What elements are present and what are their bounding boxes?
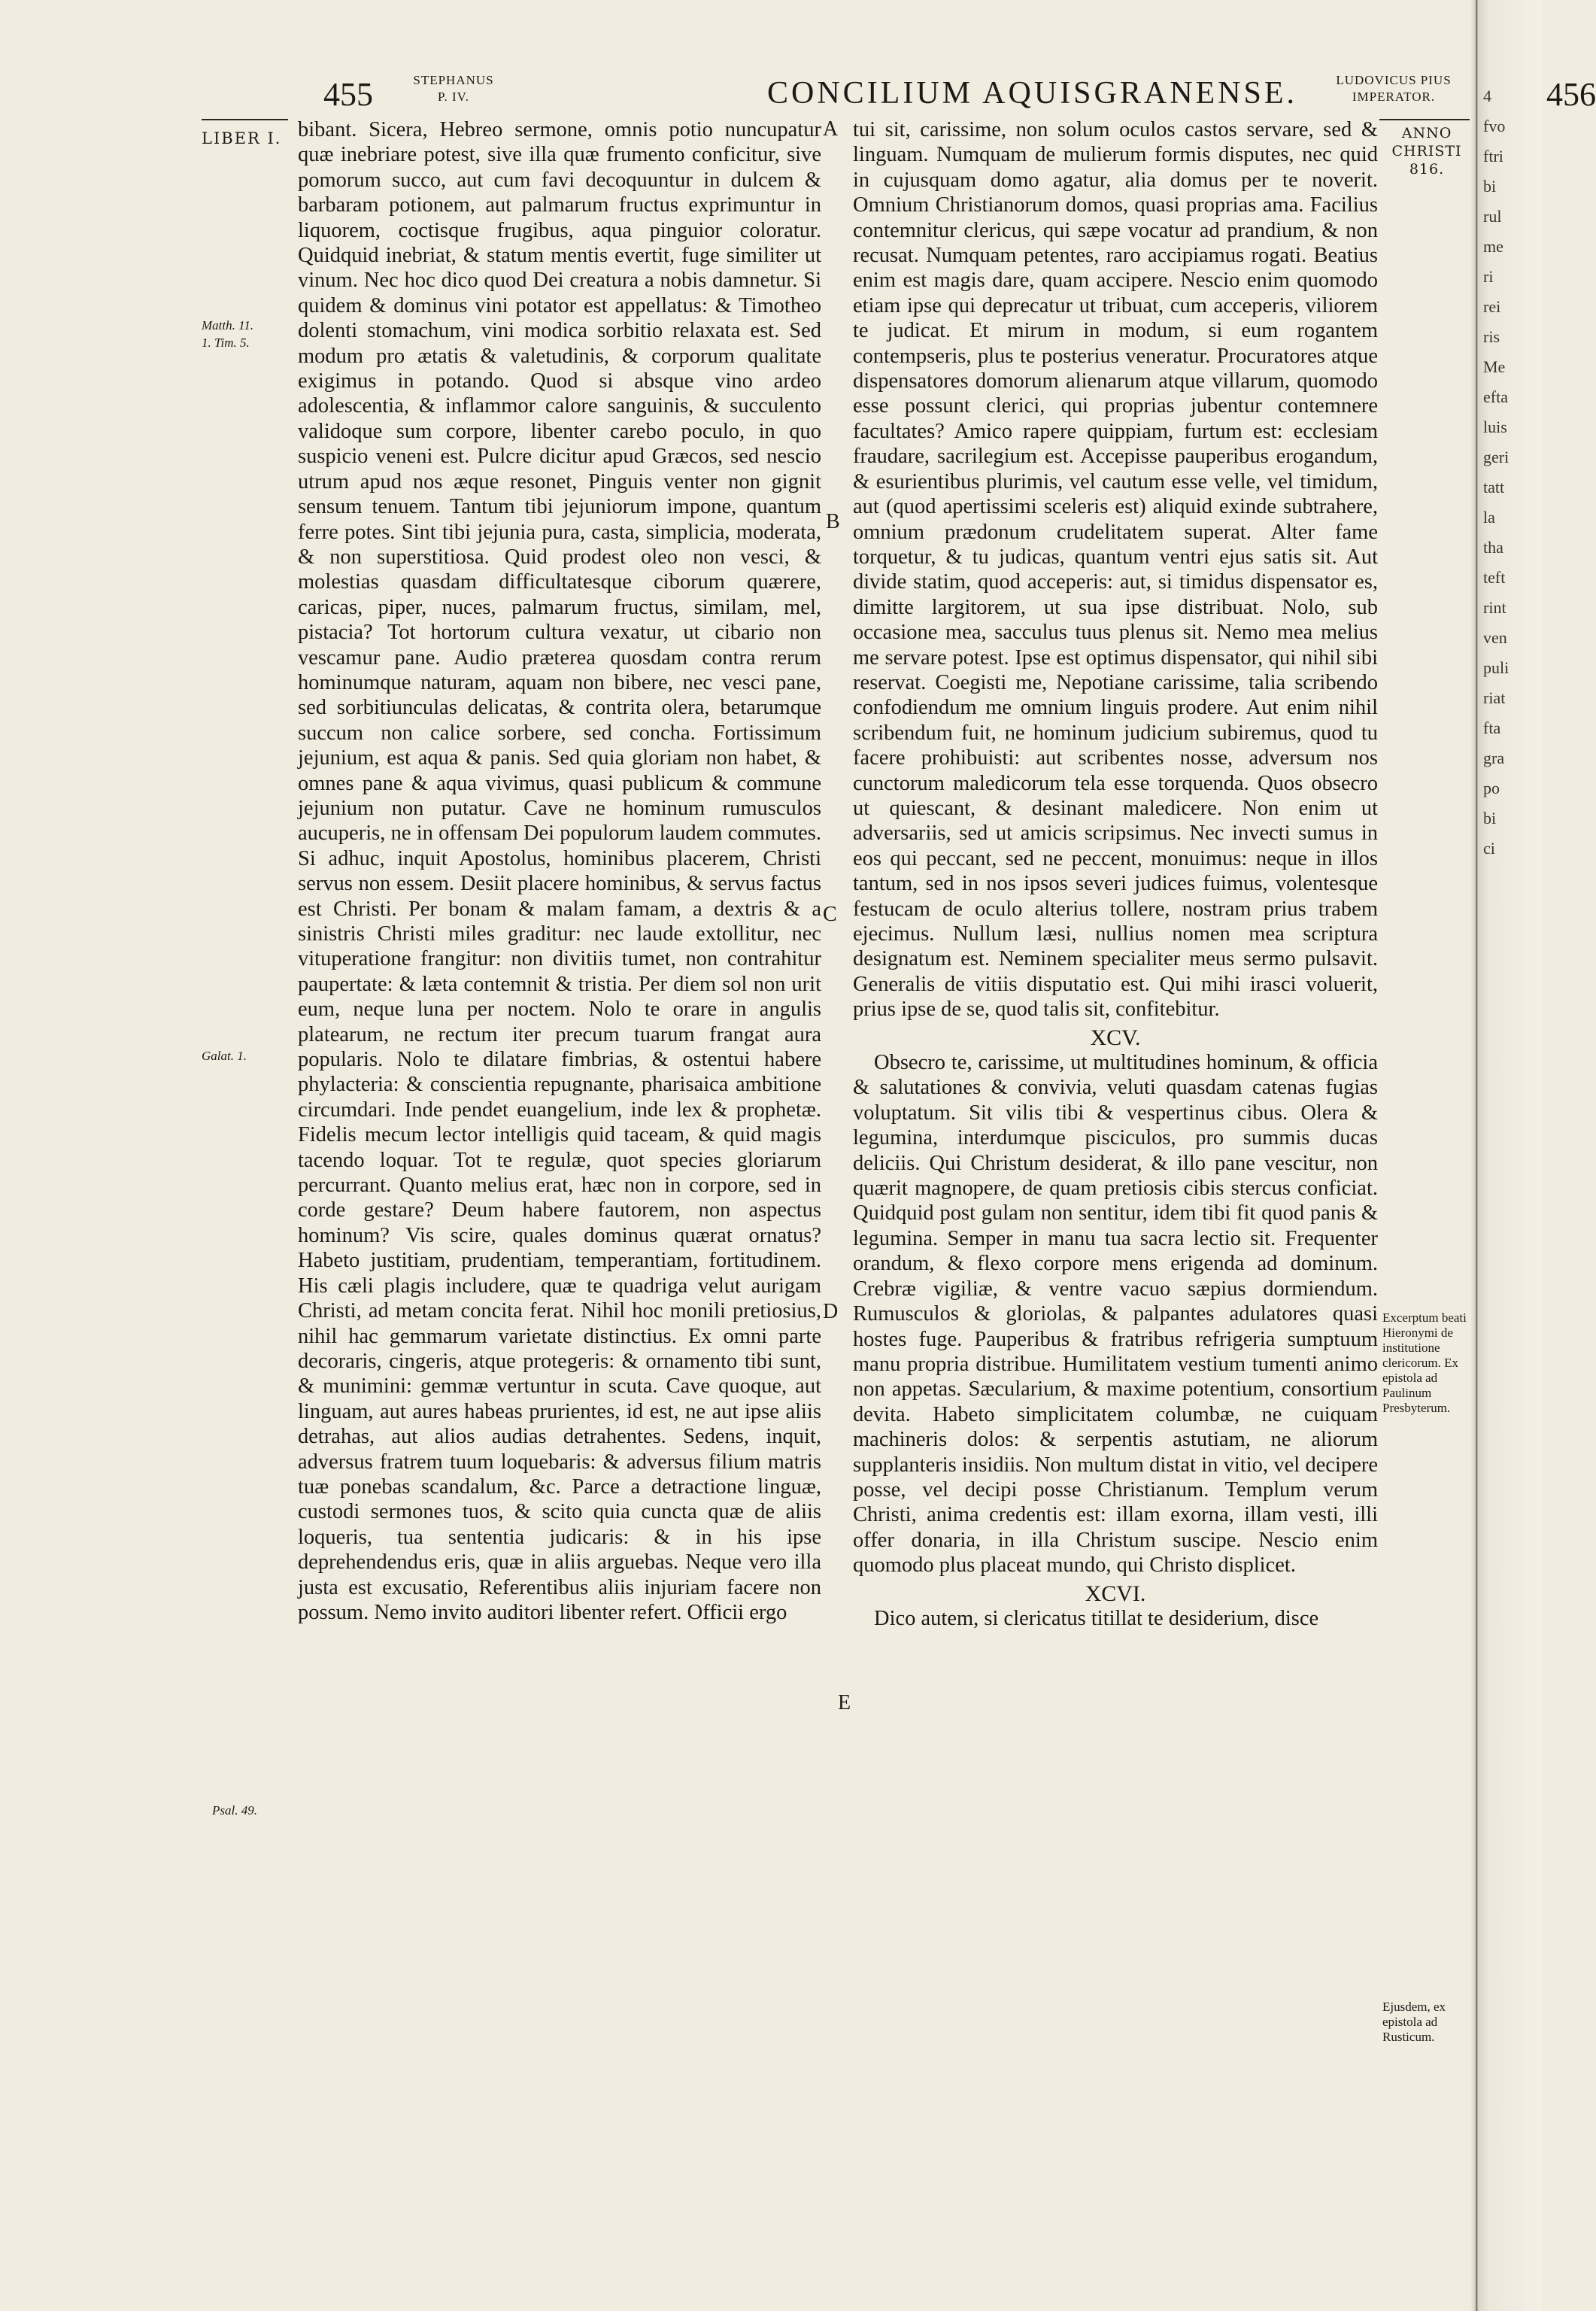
fragment: rint — [1483, 598, 1506, 617]
margin-ref-psal: Psal. 49. — [212, 1803, 257, 1818]
fragment: bi — [1483, 177, 1497, 196]
section-marker-e: E — [838, 1691, 851, 1714]
year-note: ANNO CHRISTI 816. — [1391, 125, 1462, 178]
fragment: tha — [1483, 538, 1503, 557]
left-column-text — [298, 117, 821, 1625]
page-number-left: 455 — [323, 76, 373, 113]
fragment: rul — [1483, 207, 1502, 226]
margin-ref-tim: 1. Tim. 5. — [202, 336, 250, 350]
section-marker-a: A — [823, 117, 839, 141]
fragment: tatt — [1483, 478, 1505, 497]
margin-note-xcv: Excerptum beati Hieronymi de institutione clericorum. Ex epistola ad Paulinum Presbyterum. — [1382, 1310, 1467, 1415]
fragment: efta — [1483, 387, 1508, 406]
section-number-xcv: XCV. — [1090, 1025, 1141, 1050]
right-paragraph-1: tui sit, carissime, non solum oculos castos servare, sed & linguam. Numquam de mulierum formis disputes, nec quid in cujusquam domo agatur, alia domus per te noverit. Omnium Christianorum domos, quasi proprias ama. Facilius contemnitur clericus, qui sæpe vocatur ad prandium, & non recusat. Numquam petentes, raro accipiamus rogati. Beatius enim est magis dare, quam accipere. Nescio enim quomodo etiam ipse qui deprecatur ut tribuat, cum acceperis, viliorem te judicat. Et mirum in modum, si eum rogantem contempseris, plus te posterius veneratur. Procuratores atque dispensatores domorum alienarum atque villarum, quomodo esse possunt clerici, qui proprias jubentur contemnere facultates? Amico rapere quippiam, furtum est: ecclesiam fraudare, sacrilegium est. Accepisse pauperibus erogandum, & esurientibus plurimis, vel cautum esse velle, vel timidum, aut (quod apertissimi sceleris est) aliquid exinde subtrahere, omnium prædonum crudelitatem superat. Alter fame torquetur, & tu judicas, quantum ventri ejus satis sit. Aut divide statim, quod acceperis: aut, si timidus dispensator es, dimitte largitorem, ut sua ipse distribuat. Nolo, sub occasione mea, sacculus tuus plenus sit. Nemo mea melius me servare potest. Ipse est optimus dispensator, qui nihil sibi reservat. Coegisti me, Nepotiane carissime, talia scribendo confodiendum me omnium linguis prodere. Aut enim nihil scribendum fuit, ne hominum judicium subiremus, quod tu facere prohibuisti: aut scribentes nosse, adversum nos cunctorum maledicorum tela esse torquenda. Quos obsecro ut quiescant, & desinant maledicere. Non enim ut adversariis, sed ut amicis scripsimus. Nec invecti sumus in eos qui peccant, sed ne peccent, monuimus: neque in illos tantum, sed in nos ipsos severi judices fuimus, volentesque festucam de oculo alterius tollere, nostram prius trabem ejecimus. Nullum læsi, nullius nomen mea scriptura designatum est. Neminem specialiter meus sermo pulsavit. Generalis de vitiis disputatio est. Qui mihi irasci voluerit, prius ipse de se, quod talis sit, confitebitur. — [853, 118, 1378, 1022]
fragment: teft — [1483, 568, 1506, 587]
header-rule-left — [202, 119, 288, 120]
right-paragraph-2: Obsecro te, carissime, ut multitudines hominum, & officia & salutationes & convivia, veluti quasdam catenas fugias voluptatum. Sit vilis tibi & vespertinus cibus. Olera & legumina, interdumque pisciculos, pro summis ducas deliciis. Qui Christum desiderat, & illo pane vescitur, non quærit magnopere, de quam pretiosis cibis stercus conficiat. Quidquid post gulam non sentitur, idem tibi fit quod panis & legumina. Semper in manu tua sacra lectio sit. Frequenter orandum, & flexo corpore mens erigenda ad dominum. Crebræ vigiliæ, & ventre vacuo sæpius dormiendum. Rumusculos & gloriolas, & palpantes adulatores quasi hostes fuge. Pauperibus & fratribus refrigeria sumptuum manu propria distribue. Humilitatem vestium tumenti animo non appetas. Sæcularium, & maxime potentium, consortium devita. Habeto simplicitatem columbæ, ne cuiquam machineris dolos: & serpentis astutiam, ne aliorum supplanteris insidiis. Non multum distat in vitio, vel decipere posse, vel decipi posse Christianum. Templum verum Christi, anima credentis est: illam exorna, illam vesti, illi offer donaria, in illa Christum suscipe. Nescio enim quomodo plus placeat mundo, qui Christo displicet. — [853, 1051, 1378, 1578]
fragment: geri — [1483, 448, 1510, 466]
section-marker-c: C — [823, 903, 837, 926]
page-number-right: 456 — [1546, 76, 1596, 113]
section-marker-d: D — [823, 1300, 839, 1323]
fragment: ci — [1483, 839, 1495, 858]
fragment: la — [1483, 508, 1495, 527]
fragment: fta — [1483, 718, 1501, 737]
running-head-left: STEPHANUS P. IV. — [413, 73, 494, 104]
page-fold-shadow — [1470, 0, 1478, 2311]
fragment: ftri — [1483, 147, 1503, 166]
left-paragraph: bibant. Sicera, Hebreo sermone, omnis potio nuncupatur quæ inebriare potest, sive illa quæ frumento conficitur, sive pomorum succo, aut cum favi decoquuntur in dulcem & barbaram potionem, aut palmarum fructus exprimuntur in liquorem, coctisque frugibus, aqua pinguior coloratur. Quidquid inebriat, & statum mentis evertit, fuge similiter ut vinum. Nec hoc dico quod Dei creatura a nobis damnetur. Si quidem & dominus vini potator est appellatus: & Timotheo dolenti stomachum, vini modica sorbitio relaxata est. Sed modum pro ætatis & valetudinis, & corporum qualitate exigimus in potando. Quod si absque vino ardeo adolescentia, & inflammor calore sanguinis, & succulento validoque sum corpore, libenter carebo poculo, in quo suspicio veneni est. Pulcre dicitur apud Græcos, sed nescio utrum apud nos æque resonet, Pinguis venter non gignit sensum tenuem. Tantum tibi jejuniorum impone, quantum ferre potes. Sint tibi jejunia pura, casta, simplicia, moderata, & non superstitiosa. Quid prodest oleo non vesci, & molestias quasdam difficultatesque ciborum quærere, caricas, piper, nuces, palmarum fructus, similam, mel, pistacia? Tot hortorum cultura vexatur, ut cibario non vescamur pane. Audio præterea quosdam contra rerum hominumque naturam, aquam non bibere, nec vesci pane, sed sorbitiunculas delicatas, & contrita olera, betarumque succum non calice sorbere, sed concha. Fortissimum jejunium, est aqua & panis. Sed quia gloriam non habet, & omnes pane & aqua vivimus, quasi publicum & commune jejunium non putatur. Cave ne hominum rumusculos aucuperis, ne in offensam Dei populorum laudem commutes. Si adhuc, inquit Apostolus, hominibus placerem, Christi servus non essem. Desiit placere hominibus, & servus factus est Christi. Per bonam & malam famam, a dextris & a sinistris Christi miles graditur: nec laude extollitur, nec vituperatione frangitur: non divitiis tumet, non contrahitur paupertate: & læta contemnit & tristia. Per diem sol non urit eum, neque luna per noctem. Nolo te orare in angulis platearum, ne rectum iter precum tuarum frangat aura popularis. Nolo te dilatare fimbrias, & ostentui habere phylacteria: & conscientia repugnante, pharisaica ambitione circumdari. Inde pendet euangelium, inde lex & prophetæ. Fidelis mecum lector intelligis quid taceam, & quid magis tacendo loquar. Tot te regulæ, quot species gloriarum percurrant. Quanto melius erat, hæc non in corpore, sed in corde gestare? Deum habere fautorem, non aspectus hominum? Vis scire, quales dominus quærat ornatus? Habeto justitiam, prudentiam, temperantiam, fortitudinem. His cæli plagis includere, quæ te quadriga velut aurigam Christi, ad metam concita ferat. Nihil hoc monili pretiosius, nihil hac gemmarum varietate distinctius. Ex omni parte decoraris, cingeris, atque protegeris: & ornamento tibi sunt, & munimini: gemmæ vertuntur in scuta. Cave quoque, aut linguam, aut aures habeas prurientes, id est, ne aut ipse aliis detrahas, aut alios audias detrahentes. Sedens, inquit, adversus fratrem tuum loquebaris: & adversus filium matris tuæ ponebas scandalum, &c. Parce a detractione linguæ, custodi sermones tuos, & scito quia cuncta quæ de aliis loqueris, tua sententia judicaris: & in his ipse deprehendendus eris, quæ in aliis arguebas. Neque vero illa justa est excusatio, Referentibus aliis injuriam facere non possum. Nemo invito auditori libenter refert. Officii ergo — [298, 118, 821, 1624]
fragment: riat — [1483, 688, 1506, 707]
book-label: LIBER I. — [202, 129, 282, 147]
running-head-right: LUDOVICUS PIUS IMPERATOR. — [1336, 73, 1452, 104]
page-title: CONCILIUM AQUISGRANENSE. — [767, 76, 1298, 111]
margin-ref-matth: Matth. 11. — [202, 318, 254, 333]
section-marker-b: B — [826, 510, 840, 533]
fragment: puli — [1483, 658, 1510, 677]
fragment: luis — [1483, 418, 1507, 436]
fragment: po — [1483, 779, 1500, 797]
fragment: rei — [1483, 297, 1501, 316]
margin-ref-galat: Galat. 1. — [202, 1049, 247, 1063]
fragment: gra — [1483, 749, 1505, 767]
fragment: bi — [1483, 809, 1497, 828]
fragment: ven — [1483, 628, 1507, 647]
fragment: Me — [1483, 357, 1506, 376]
fragment: me — [1483, 237, 1503, 256]
fragment: fvo — [1483, 117, 1506, 135]
fragment: ri — [1483, 267, 1494, 286]
fragment: ris — [1483, 327, 1500, 346]
section-number-xcvi: XCVI. — [1085, 1581, 1146, 1606]
next-page-fragments — [1483, 81, 1543, 864]
running-header — [196, 59, 1596, 119]
margin-note-xcvi: Ejusdem, ex epistola ad Rusticum. — [1382, 2000, 1446, 2044]
right-column-text — [853, 117, 1378, 1631]
right-paragraph-3: Dico autem, si clericatus titillat te desiderium, disce — [874, 1606, 1319, 1630]
fragment: 4 — [1483, 87, 1491, 105]
header-rule-right — [1379, 119, 1470, 120]
